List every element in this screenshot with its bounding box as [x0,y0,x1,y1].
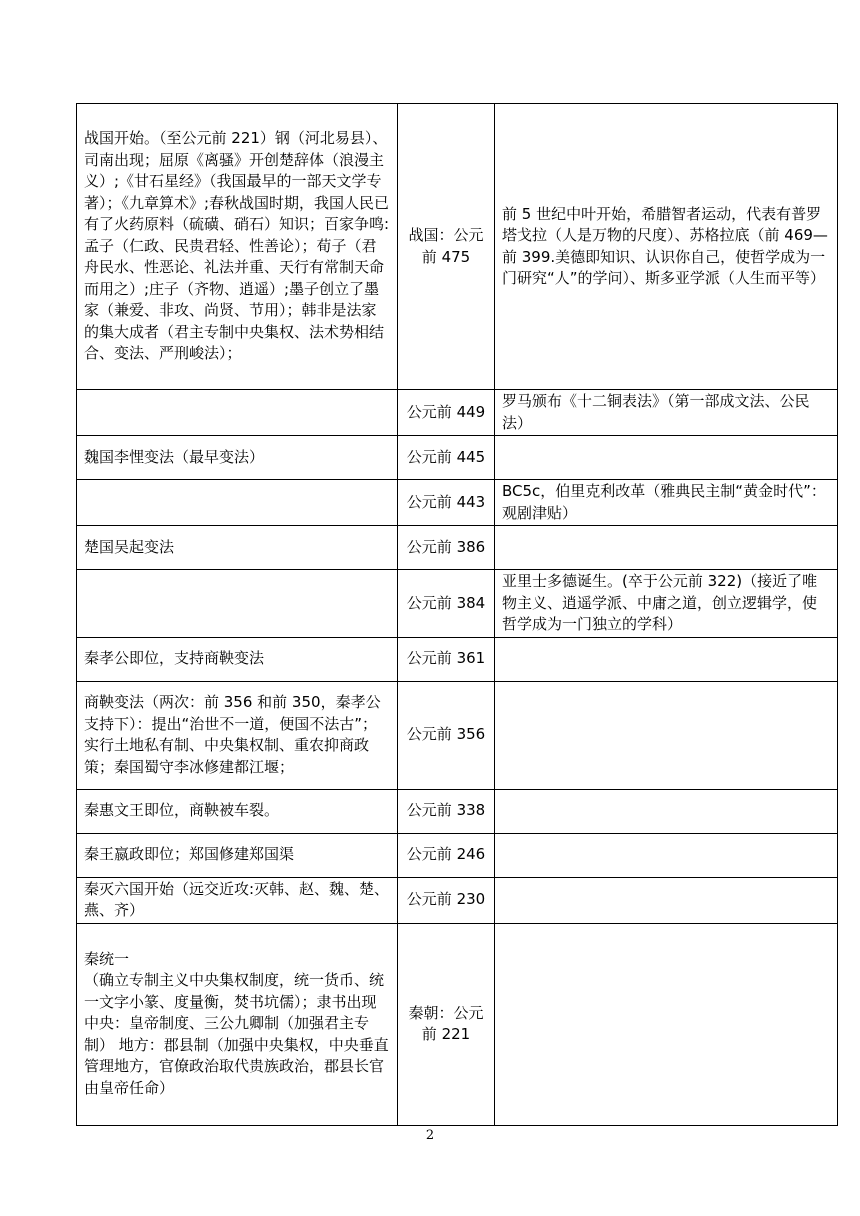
china-event-cell: 秦孝公即位，支持商鞅变法 [77,637,398,681]
china-event-cell: 秦灭六国开始（远交近攻:灭韩、赵、魏、楚、燕、齐） [77,877,398,923]
world-event-cell: BC5c，伯里克利改革（雅典民主制“黄金时代”：观剧津贴） [495,480,838,526]
page-number: 2 [425,1128,435,1143]
table-row [77,923,838,1125]
table-row [77,637,838,681]
date-cell: 公元前 384 [398,570,495,638]
date-cell: 战国：公元前 475 [398,104,495,390]
china-event-cell: 战国开始。（至公元前 221）钢（河北易县）、司南出现；屈原《离骚》开创楚辞体（浪漫主义）;《甘石星经》（我国最早的一部天文学专著）；《九章算术》;春秋战国时期，我国人民已有了火药原料（硫磺、硝石）知识；百家争鸣:孟子（仁政、民贵君轻、性善论）；荀子（君舟民水、性恶论、礼法并重、天行有常制天命而用之）;庄子（齐物、逍遥）;墨子创立了墨家（兼爱、非攻、尚贤、节用）；韩非是法家的集大成者（君主专制中央集权、法术势相结合、变法、严刑峻法）； [77,104,398,390]
date-cell: 公元前 246 [398,833,495,877]
china-event-cell: 秦惠文王即位，商鞅被车裂。 [77,789,398,833]
world-event-cell: 亚里士多德诞生。(卒于公元前 322)（接近了唯物主义、逍遥学派、中庸之道，创立逻辑学，使哲学成为一门独立的学科） [495,570,838,638]
table-row [77,104,838,390]
date-cell: 公元前 361 [398,637,495,681]
table-row [77,436,838,480]
history-timeline-table [76,103,838,1126]
china-event-cell: 商鞅变法（两次：前 356 和前 350，秦孝公支持下）：提出“治世不一道，便国不法古”；实行土地私有制、中央集权制、重农抑商政策；秦国蜀守李冰修建都江堰； [77,681,398,789]
table-row [77,681,838,789]
table-row [77,833,838,877]
china-event-cell [77,390,398,436]
date-cell: 公元前 356 [398,681,495,789]
world-event-cell: 前 5 世纪中叶开始，希腊智者运动，代表有普罗塔戈拉（人是万物的尺度）、苏格拉底（前 469—前 399.美德即知识、认识你自己，使哲学成为一门研究“人”的学问）、斯多亚学派（人生而平等） [495,104,838,390]
date-cell: 公元前 386 [398,526,495,570]
table-row [77,526,838,570]
world-event-cell [495,436,838,480]
world-event-cell [495,923,838,1125]
date-cell: 公元前 338 [398,789,495,833]
china-event-cell: 楚国吴起变法 [77,526,398,570]
china-event-cell: 秦统一 （确立专制主义中央集权制度，统一货币、统一文字小篆、度量衡，焚书坑儒）；隶书出现 中央：皇帝制度、三公九卿制（加强君主专制） 地方：郡县制（加强中央集权，中央垂直管理地方，官僚政治取代贵族政治，郡县长官由皇帝任命） [77,923,398,1125]
table-row [77,570,838,638]
world-event-cell [495,833,838,877]
world-event-cell: 罗马颁布《十二铜表法》（第一部成文法、公民法） [495,390,838,436]
table-row [77,877,838,923]
world-event-cell [495,681,838,789]
china-event-cell: 秦王嬴政即位；郑国修建郑国渠 [77,833,398,877]
table-row [77,480,838,526]
china-event-cell: 魏国李悝变法（最早变法） [77,436,398,480]
table-row [77,789,838,833]
world-event-cell [495,877,838,923]
date-cell: 公元前 443 [398,480,495,526]
date-cell: 公元前 449 [398,390,495,436]
world-event-cell [495,526,838,570]
world-event-cell [495,637,838,681]
china-event-cell [77,480,398,526]
date-cell: 公元前 445 [398,436,495,480]
china-event-cell [77,570,398,638]
table-row [77,390,838,436]
date-cell: 秦朝：公元前 221 [398,923,495,1125]
date-cell: 公元前 230 [398,877,495,923]
world-event-cell [495,789,838,833]
